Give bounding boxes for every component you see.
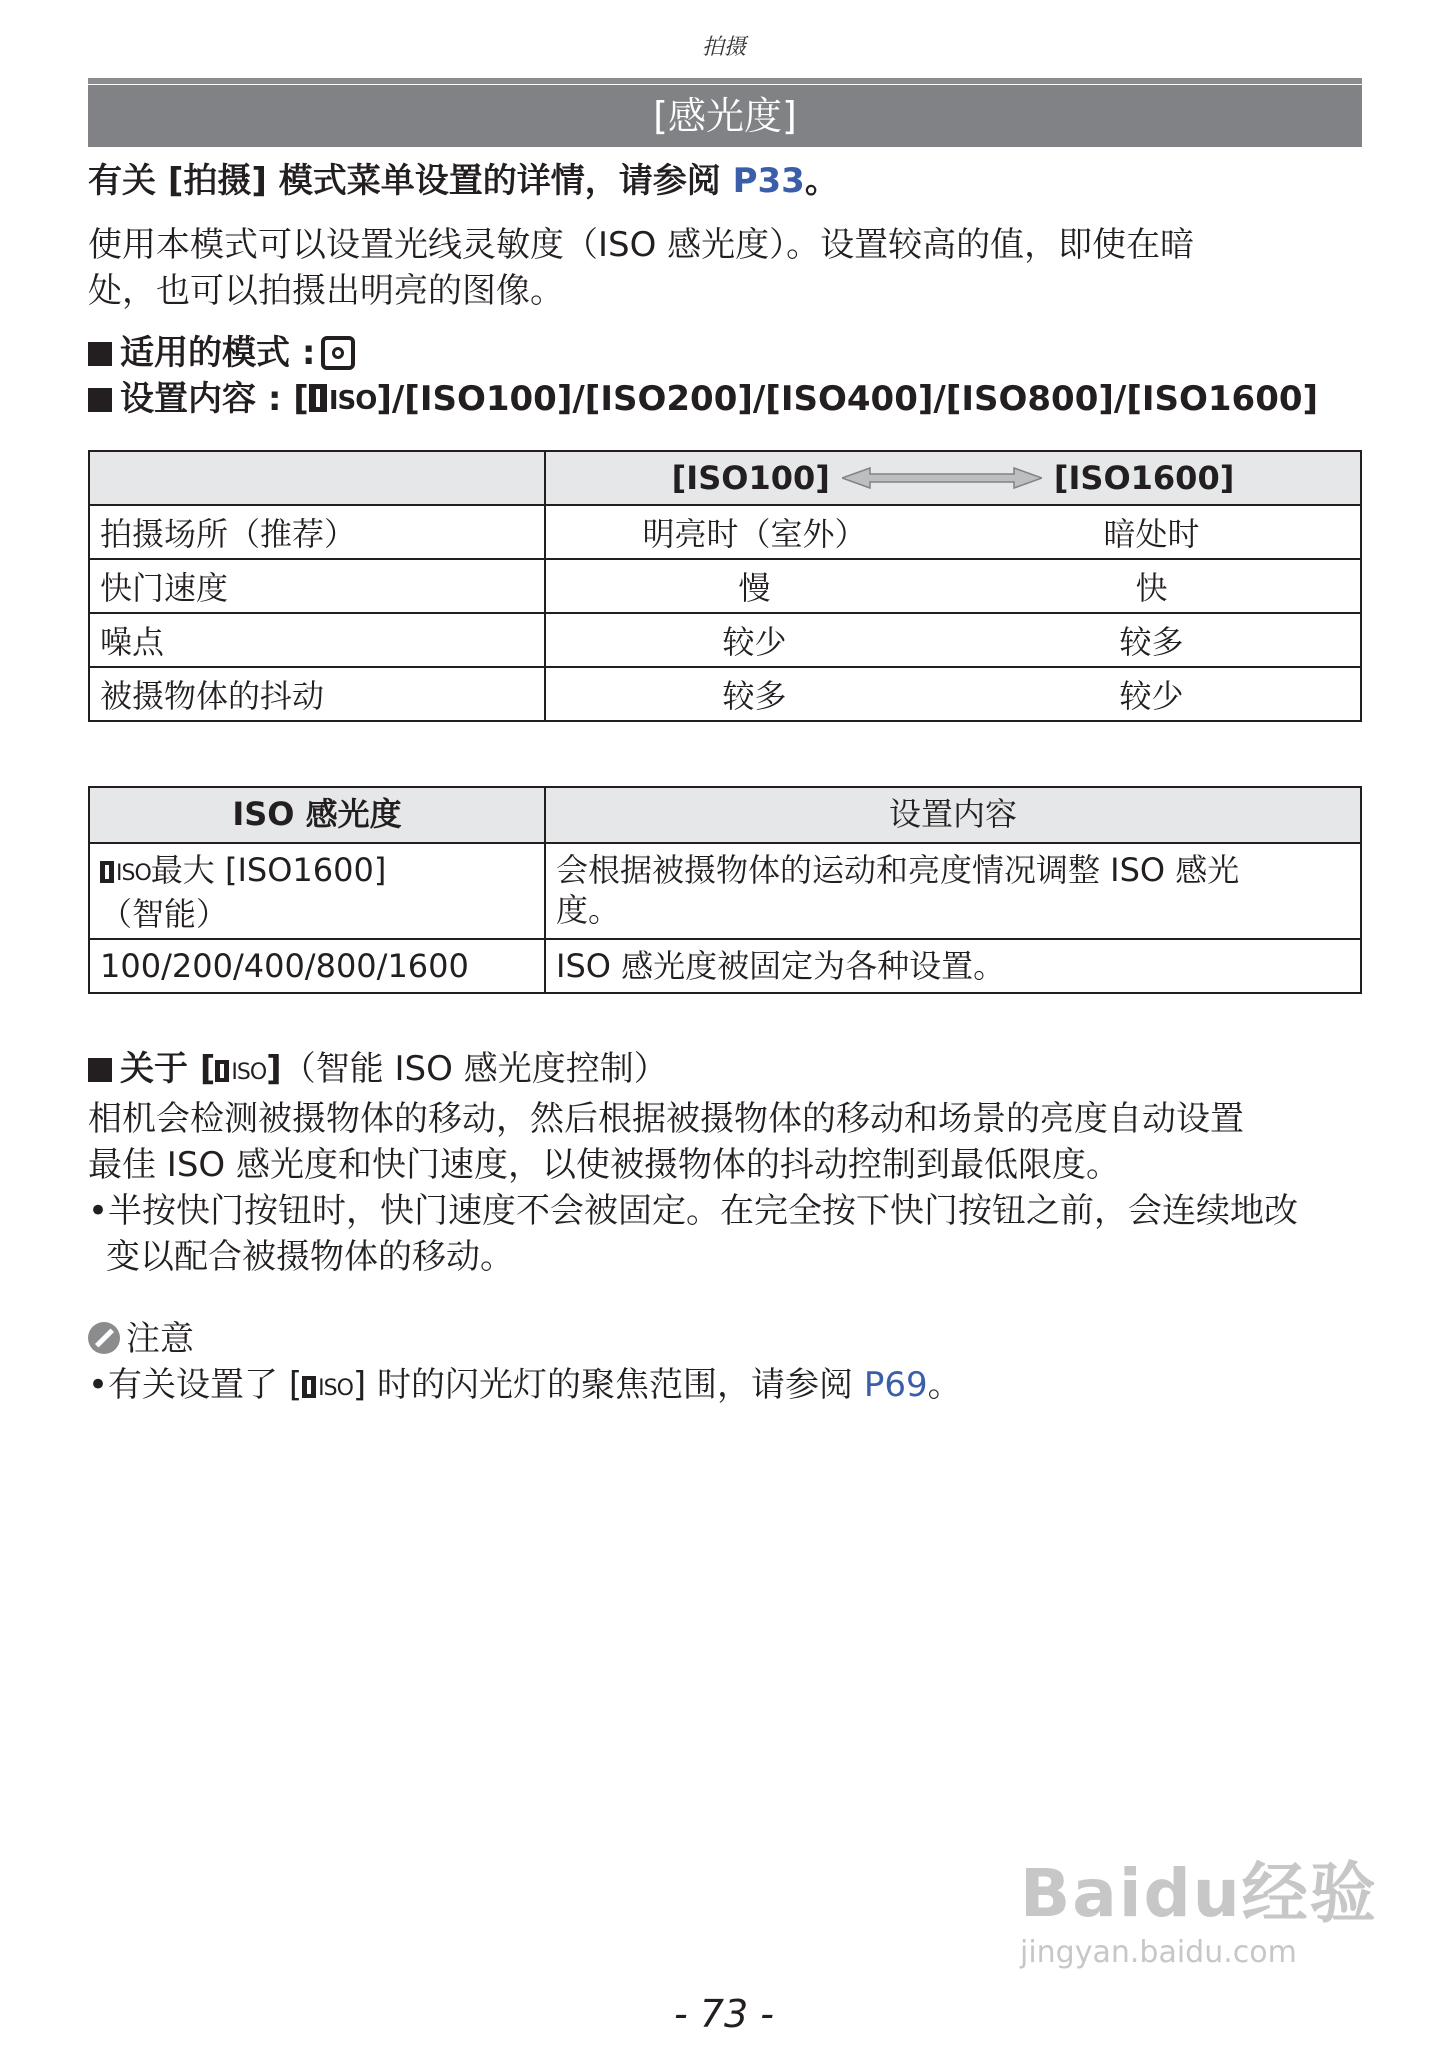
section-header-label: 拍摄 [701, 35, 746, 60]
square-bullet-icon [88, 388, 112, 412]
col-header-iso: ISO 感光度 [89, 787, 545, 843]
square-bullet-icon [88, 1058, 112, 1082]
row-values: 慢 快 [545, 559, 1361, 613]
description-line-1: 使用本模式可以设置光线灵敏度（ISO 感光度）。设置较高的值，即使在暗 [88, 225, 1195, 265]
row-iso-cell: 100/200/400/800/1600 [89, 939, 545, 993]
watermark-main: Baidu经验 [1020, 1855, 1378, 1932]
table-row [89, 939, 1361, 993]
table-row [89, 613, 1361, 667]
baidu-watermark [1020, 1840, 1400, 1990]
intelligent-iso-body-1: 相机会检测被摄物体的移动，然后根据被摄物体的移动和场景的亮度自动设置 [88, 1099, 1244, 1139]
intelligent-iso-bullet-2: 变以配合被摄物体的移动。 [106, 1237, 514, 1277]
note-section [88, 1316, 1362, 1412]
row-values: 明亮时（室外） 暗处时 [545, 505, 1361, 559]
table-header-empty-cell [89, 451, 545, 505]
iso-low-header: [ISO100] [671, 459, 830, 497]
camera-mode-icon [321, 336, 355, 370]
table-row [89, 559, 1361, 613]
note-page-link[interactable]: P69 [863, 1365, 928, 1405]
double-arrow-icon [842, 465, 1042, 491]
applicable-modes-label: 适用的模式 : [120, 333, 316, 373]
watermark-sub: jingyan.baidu.com [1020, 1935, 1297, 1970]
intelligent-iso-icon: ISO [309, 378, 377, 424]
pencil-note-icon [88, 1322, 120, 1354]
row-label: 拍摄场所（推荐） [89, 505, 545, 559]
row-iso-cell: ISO最大 [ISO1600] （智能） [89, 843, 545, 939]
intro-text-end: 。 [804, 161, 839, 201]
intelligent-iso-heading: 关于 [ ISO]（智能 ISO 感光度控制） [88, 1046, 1362, 1096]
settings-values: ]/[ISO100]/[ISO200]/[ISO400]/[ISO800]/[ISO1600] [376, 379, 1319, 419]
page-title: [感光度] [88, 85, 1362, 147]
table-header-row [89, 451, 1361, 505]
intro-line [88, 158, 1362, 204]
intro-text: 有关 [拍摄] 模式菜单设置的详情，请参阅 [88, 161, 733, 201]
page-number: - 73 - [674, 1992, 774, 2036]
note-heading: 注意 [88, 1316, 1362, 1362]
header-rule [88, 78, 1362, 84]
row-settings-cell: ISO 感光度被固定为各种设置。 [545, 939, 1361, 993]
table-row [89, 505, 1361, 559]
settings-label: 设置内容 : [ [120, 379, 309, 419]
row-label: 被摄物体的抖动 [89, 667, 545, 721]
applicable-modes [88, 330, 1362, 376]
intelligent-iso-body-2: 最佳 ISO 感光度和快门速度，以使被摄物体的抖动控制到最低限度。 [88, 1145, 1120, 1185]
iso-comparison-table [88, 450, 1362, 722]
row-values: 较少 较多 [545, 613, 1361, 667]
intelligent-iso-icon: ISO [215, 1050, 266, 1096]
row-label: 快门速度 [89, 559, 545, 613]
intelligent-iso-bullet-1: •半按快门按钮时，快门速度不会被固定。在完全按下快门按钮之前，会连续地改 [88, 1191, 1299, 1231]
table-header-row [89, 787, 1361, 843]
description [88, 222, 1362, 314]
iso-high-header: [ISO1600] [1053, 459, 1235, 497]
intelligent-iso-icon: ISO [302, 1366, 353, 1412]
intro-page-link[interactable]: P33 [732, 161, 805, 201]
square-bullet-icon [88, 342, 112, 366]
intelligent-iso-section [88, 1046, 1362, 1280]
iso-settings-table [88, 786, 1362, 994]
table-row [89, 667, 1361, 721]
note-text: •有关设置了 [ ISO] 时的闪光灯的聚焦范围，请参阅 P69。 [88, 1362, 1362, 1412]
settings-options [88, 376, 1362, 424]
row-settings-cell: 会根据被摄物体的运动和亮度情况调整 ISO 感光 度。 [545, 843, 1361, 939]
row-label: 噪点 [89, 613, 545, 667]
table-header-range-cell [545, 451, 1361, 505]
intelligent-iso-icon: ISO [100, 854, 151, 894]
col-header-settings: 设置内容 [545, 787, 1361, 843]
row-values: 较多 较少 [545, 667, 1361, 721]
description-line-2: 处，也可以拍摄出明亮的图像。 [88, 271, 564, 311]
table-row [89, 843, 1361, 939]
